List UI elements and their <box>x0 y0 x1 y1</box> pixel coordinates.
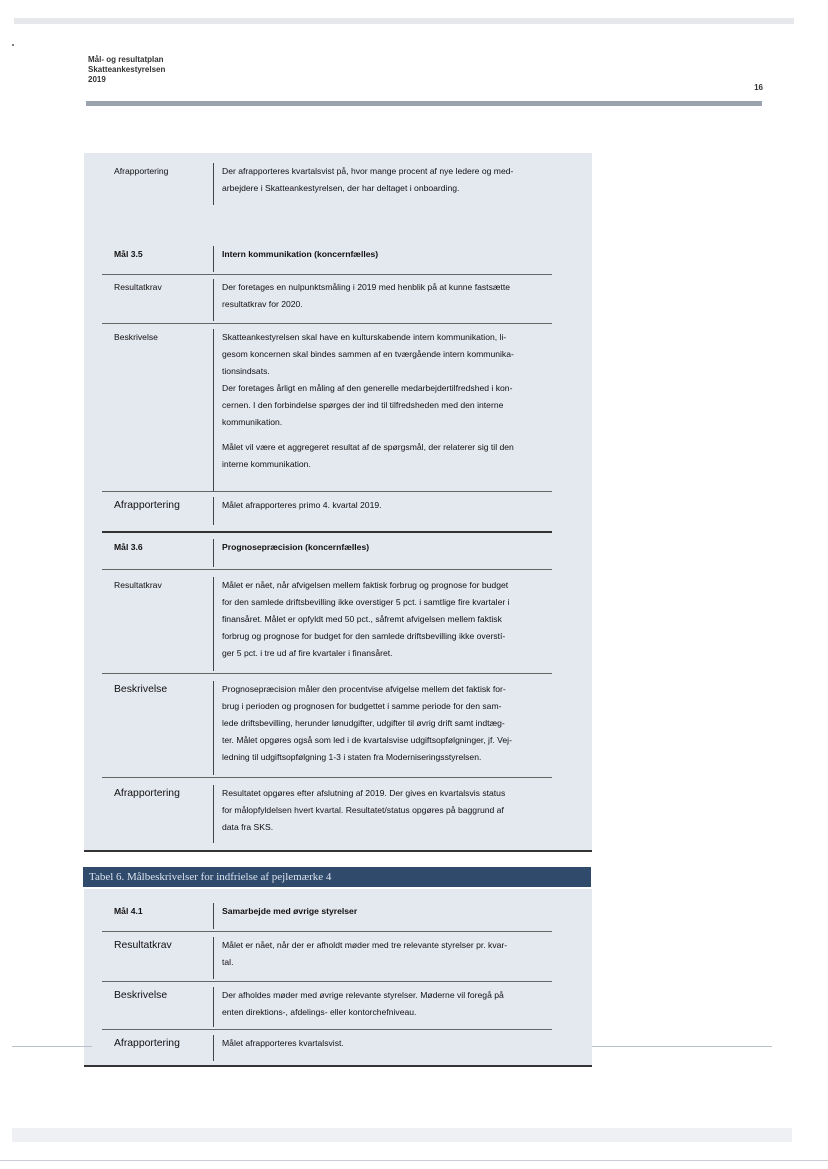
scan-top-band <box>14 18 794 24</box>
row-value <box>222 163 560 197</box>
goal-label-text: Mål 3.6 <box>114 542 143 552</box>
row-goal-3-6-beskrivelse <box>84 681 592 775</box>
text-line: Der afrapporteres kvartalsvist på, hvor mange procent af nye ledere og med- <box>222 166 514 176</box>
row-label: Beskrivelse <box>114 332 158 342</box>
text-line: interne kommunikation. <box>222 459 311 469</box>
text-line: ter. Målet opgøres også som led i de kvartalsvise udgiftsopfølgninger, jf. Vej- <box>222 735 512 745</box>
row-label: Afrapportering <box>114 500 180 511</box>
row-goal-3-6-title <box>84 539 592 567</box>
row-goal-3-5-beskrivelse <box>84 329 592 491</box>
row-value: Målet afrapporteres primo 4. kvartal 2019. <box>222 500 382 510</box>
header-year: 2019 <box>88 75 106 84</box>
text-line: Prognosepræcision måler den procentvise afvigelse mellem det faktisk for- <box>222 684 506 694</box>
scan-artifact-line <box>592 1046 772 1047</box>
row-goal-4-1-title <box>84 903 592 929</box>
text-line: Målet er nået, når der er afholdt møder med tre relevante styrelser pr. kvar- <box>222 940 508 950</box>
row-goal-3-6-afrapportering <box>84 785 592 843</box>
row-goal-3-6-resultatkrav <box>84 577 592 671</box>
row-goal-3-5-resultatkrav <box>84 279 592 321</box>
panel-bottom-rule <box>84 850 592 852</box>
page-header <box>88 55 165 85</box>
text-line: Der foretages årligt en måling af den generelle medarbejdertilfredshed i kon- <box>222 383 513 393</box>
text-line: for målopfyldelsen hvert kvartal. Resultatet/status opgøres på baggrund af <box>222 805 504 815</box>
table-bottom-rule <box>84 1065 592 1067</box>
goal-label <box>114 539 143 556</box>
text-line: finansåret. Målet er opfyldt med 50 pct., såfremt afvigelsen mellem faktisk <box>222 614 502 624</box>
row-label: Beskrivelse <box>114 990 168 1001</box>
row-goal-4-1-beskrivelse <box>84 987 592 1027</box>
row-separator <box>102 1029 552 1030</box>
row-separator <box>102 777 552 778</box>
text-line: resultatkrav for 2020. <box>222 299 303 309</box>
row-value <box>222 577 560 662</box>
row-separator <box>102 531 552 533</box>
column-divider <box>213 577 214 671</box>
table-6-caption: Tabel 6. Målbeskrivelser for indfrielse af pejlemærke 4 <box>83 867 591 887</box>
text-line: tionsindsats. <box>222 366 270 376</box>
scan-bottom-edge <box>0 1160 828 1161</box>
text-line: Resultatet opgøres efter afslutning af 2019. Der gives en kvartalsvis status <box>222 788 506 798</box>
text-line: for den samlede driftsbevilling ikke overstiger 5 pct. i samtlige fire kvartaler i <box>222 597 510 607</box>
text-line: Målet vil være et aggregeret resultat af de spørgsmål, der relaterer sig til den <box>222 442 514 452</box>
text-line: ger 5 pct. i tre ud af fire kvartaler i finansåret. <box>222 648 393 658</box>
row-label: Afrapportering <box>114 788 180 799</box>
text-line: kommunikation. <box>222 417 283 427</box>
header-title: Mål- og resultatplan <box>88 55 164 64</box>
goal-title <box>222 539 560 556</box>
column-divider <box>213 497 214 525</box>
row-label: Beskrivelse <box>114 684 168 695</box>
text-line: data fra SKS. <box>222 822 274 832</box>
header-organization: Skatteankestyrelsen <box>88 65 166 74</box>
row-goal-4-1-afrapportering <box>84 1035 592 1061</box>
row-value <box>222 937 560 971</box>
row-value <box>222 987 560 1021</box>
text-line: gesom koncernen skal bindes sammen af en tværgående intern kommunika- <box>222 349 514 359</box>
row-goal-3-5-title <box>84 246 592 272</box>
row-goal-4-1-resultatkrav <box>84 937 592 979</box>
row-label: Resultatkrav <box>114 282 162 292</box>
goal-title <box>222 246 560 263</box>
row-separator <box>102 274 552 275</box>
scan-bottom-band <box>12 1128 792 1142</box>
row-goal-3-5-afrapportering <box>84 497 592 525</box>
goal-title-text: Prognosepræcision (koncernfælles) <box>222 542 370 552</box>
goal-label-text: Mål 3.5 <box>114 249 143 259</box>
column-divider <box>213 1035 214 1061</box>
row-separator <box>102 931 552 932</box>
goal-title-text: Samarbejde med øvrige styrelser <box>222 906 358 916</box>
goal-label <box>114 246 143 263</box>
text-line: arbejdere i Skatteankestyrelsen, der har deltaget i onboarding. <box>222 183 460 193</box>
text-line: Skatteankestyrelsen skal have en kulturskabende intern kommunikation, li- <box>222 332 507 342</box>
header-rule <box>86 101 762 106</box>
goal-title <box>222 903 560 920</box>
goals-panel-4 <box>84 889 592 1065</box>
column-divider <box>213 937 214 979</box>
row-value <box>222 329 560 473</box>
text-line: brug i perioden og prognosen for budgettet i samme periode for den sam- <box>222 701 502 711</box>
column-divider <box>213 987 214 1027</box>
text-line: cernen. I den forbindelse spørges der ind til tilfredsheden med den interne <box>222 400 504 410</box>
text-line: tal. <box>222 957 234 967</box>
column-divider <box>213 279 214 321</box>
row-value <box>222 681 560 766</box>
row-label: Resultatkrav <box>114 940 172 951</box>
row-afrapportering-onboarding <box>84 163 592 205</box>
column-divider <box>213 163 214 205</box>
goal-label-text: Mål 4.1 <box>114 906 143 916</box>
column-divider <box>213 246 214 272</box>
text-line: lede driftsbevilling, herunder lønudgifter, udgifter til øvrig drift samt indtæg- <box>222 718 505 728</box>
row-value: Målet afrapporteres kvartalsvist. <box>222 1038 344 1048</box>
goals-panel-3 <box>84 153 592 851</box>
page-number: 16 <box>754 83 763 92</box>
goal-label <box>114 903 143 920</box>
text-line: forbrug og prognose for budget for den samlede driftsbevilling ikke overstí- <box>222 631 506 641</box>
text-line: Der afholdes møder med øvrige relevante styrelser. Møderne vil foregå på <box>222 990 504 1000</box>
scan-artifact-line <box>12 1046 92 1047</box>
row-separator <box>102 569 552 570</box>
scan-speck <box>12 44 14 46</box>
row-label: Afrapportering <box>114 166 169 176</box>
row-label: Afrapportering <box>114 1038 180 1049</box>
column-divider <box>213 539 214 567</box>
row-value <box>222 279 560 313</box>
column-divider <box>213 681 214 775</box>
text-line: Der foretages en nulpunktsmåling i 2019 med henblik på at kunne fastsætte <box>222 282 511 292</box>
goal-title-text: Intern kommunikation (koncernfælles) <box>222 249 379 259</box>
row-separator <box>102 673 552 674</box>
row-value <box>222 785 560 836</box>
column-divider <box>213 903 214 929</box>
row-label: Resultatkrav <box>114 580 162 590</box>
text-line: enten direktions-, afdelings- eller kontorchefniveau. <box>222 1007 417 1017</box>
column-divider <box>213 329 214 491</box>
text-line: ledning til udgiftsopfølgning 1-3 i staten fra Moderniseringsstyrelsen. <box>222 752 482 762</box>
column-divider <box>213 785 214 843</box>
row-separator <box>102 491 552 492</box>
text-line: Målet er nået, når afvigelsen mellem faktisk forbrug og prognose for budget <box>222 580 509 590</box>
row-separator <box>102 981 552 982</box>
row-separator <box>102 323 552 324</box>
